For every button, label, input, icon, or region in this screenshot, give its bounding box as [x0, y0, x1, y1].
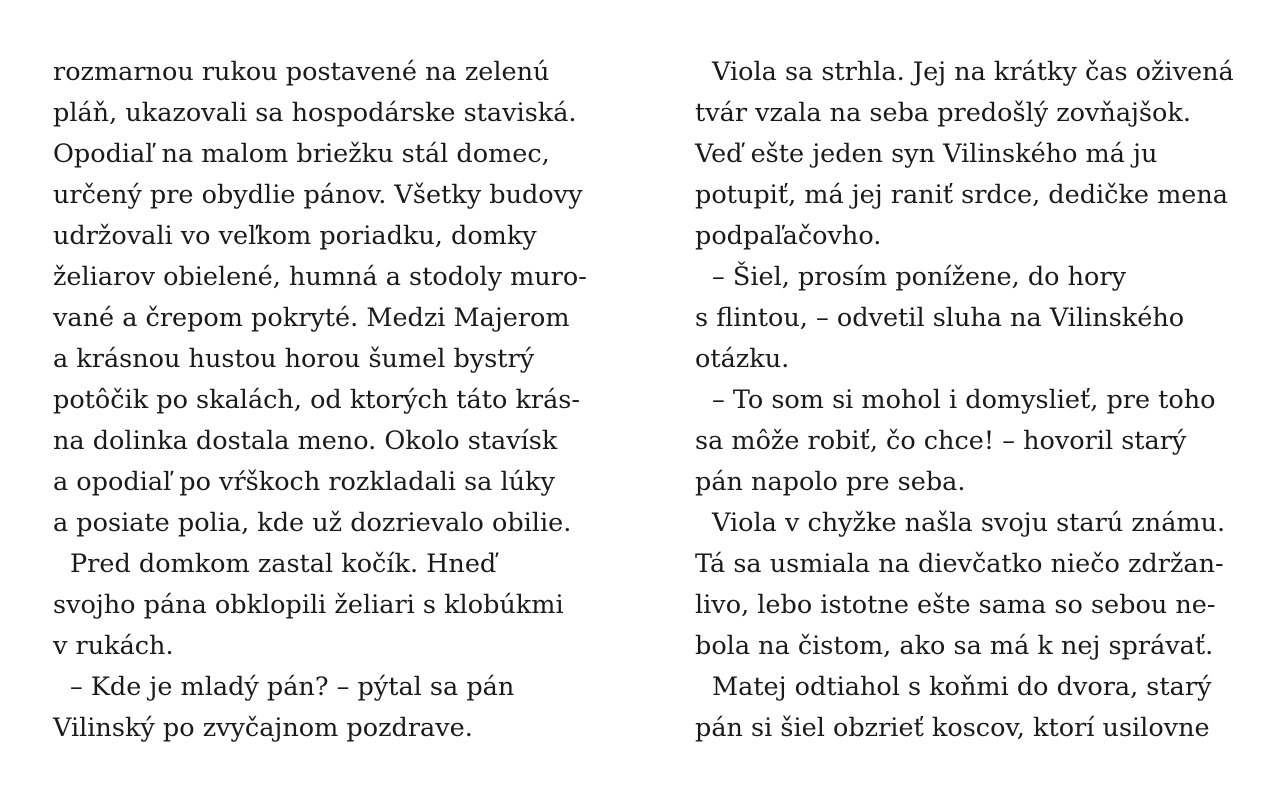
text-line: želiarov obielené, humná a stodoly muro- — [53, 262, 587, 292]
text-line: livo, lebo istotne ešte sama so sebou ne- — [695, 590, 1216, 620]
text-line: Matej odtiahol s koňmi do dvora, starý — [712, 672, 1212, 702]
text-line: Pred domkom zastal kočík. Hneď — [70, 549, 497, 579]
text-line: svojho pána obklopili želiari s klobúkmi — [53, 590, 564, 620]
text-line: potôčik po skalách, od ktorých táto krás- — [53, 385, 581, 415]
text-line: rozmarnou rukou postavené na zelenú — [53, 57, 550, 87]
right-page — [695, 52, 1240, 749]
text-line: tvár vzala na seba predošlý zovňajšok. — [695, 98, 1191, 128]
text-line: pán napolo pre seba. — [695, 467, 966, 497]
text-line: – Kde je mladý pán? – pýtal sa pán — [70, 672, 515, 702]
text-line: vané a črepom pokryté. Medzi Majerom — [53, 303, 570, 333]
text-line: a krásnou hustou horou šumel bystrý — [53, 344, 535, 374]
text-line: určený pre obydlie pánov. Všetky budovy — [53, 180, 583, 210]
text-line: v rukách. — [53, 631, 174, 661]
text-line: – Šiel, prosím ponížene, do hory — [712, 262, 1126, 292]
text-line: s flintou, – odvetil sluha na Vilinského — [695, 303, 1185, 333]
text-line: na dolinka dostala meno. Okolo stavísk — [53, 426, 558, 456]
text-line: Vilinský po zvyčajnom pozdrave. — [53, 713, 473, 743]
text-line: Opodiaľ na malom briežku stál domec, — [53, 139, 550, 169]
text-line: Viola sa strhla. Jej na krátky čas oživená — [712, 57, 1234, 87]
text-line: – To som si mohol i domyslieť, pre toho — [712, 385, 1216, 415]
text-line: otázku. — [695, 344, 790, 374]
left-page — [53, 52, 593, 749]
text-line: bola na čistom, ako sa má k nej správať. — [695, 631, 1214, 661]
text-line: potupiť, má jej raniť srdce, dedičke mena — [695, 180, 1229, 210]
text-line: sa môže robiť, čo chce! – hovoril starý — [695, 426, 1187, 456]
text-line: a posiate polia, kde už dozrievalo obilie. — [53, 508, 572, 538]
text-line: podpaľačovho. — [695, 221, 882, 251]
text-line: Veď ešte jeden syn Vilinského má ju — [695, 139, 1158, 169]
text-line: Viola v chyžke našla svoju starú známu. — [712, 508, 1226, 538]
text-line: pláň, ukazovali sa hospodárske staviská. — [53, 98, 577, 128]
text-line: a opodiaľ po vŕškoch rozkladali sa lúky — [53, 467, 555, 497]
text-line: Tá sa usmiala na dievčatko niečo zdržan- — [695, 549, 1224, 579]
text-line: pán si šiel obzrieť koscov, ktorí usilovne — [695, 713, 1210, 743]
text-line: udržovali vo veľkom poriadku, domky — [53, 221, 537, 251]
